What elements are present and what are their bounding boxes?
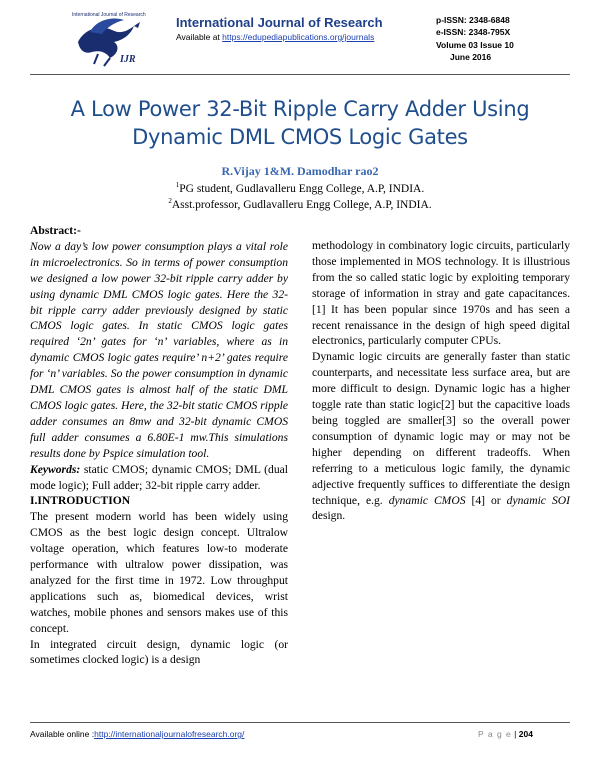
right-paragraph-2-start: Dynamic logic circuits are generally faster than static counterparts, and necessitate less surface area, but are more difficult to design. Dynamic logic has a higher toggle rate than static logic[2] but the capacitive loads being toggled are smaller[3] so the overall power consumption of dynamic logic may or may not be higher depending on different tradeoffs. When referring to a meticulous logic family, the dynamic adjective frequently suffices to differentiate the design technique, e.g. [312, 350, 570, 507]
dynamic-soi-term: dynamic SOI [506, 493, 570, 507]
introduction-paragraph-1: The present modern world has been widely using CMOS as the best logic design concept. Ultralow voltage operation, which features low-to moderate performance with ultralow power dissipation, was analyzed for the first time in 1972. Low throughput applications such as, biomedical devices, wrist watches, mobile phones and sensors makes use of this concept. [30, 510, 288, 635]
dynamic-cmos-term: dynamic CMOS [388, 493, 466, 507]
affiliation-1-text: PG student, Gudlavalleru Engg College, A.P, INDIA. [179, 182, 425, 195]
affiliation-2-text: Asst.professor, Gudlavalleru Engg College, A.P, INDIA. [171, 198, 432, 211]
abstract-heading: Abstract:- [30, 224, 81, 237]
left-column [30, 223, 288, 668]
journal-title: International Journal of Research [176, 15, 383, 30]
right-paragraph-2-end: design. [312, 509, 346, 523]
right-paragraph-2 [312, 349, 570, 524]
logo-text: IJR [120, 54, 136, 65]
logo-caption: International Journal of Research [72, 12, 146, 18]
right-paragraph-2-mid: [4] or [465, 493, 507, 507]
header-journal-link[interactable]: https://edupediapublications.org/journals [222, 32, 375, 42]
introduction-paragraph-2: In integrated circuit design, dynamic logic (or sometimes clocked logic) is a design [30, 637, 288, 667]
p-issn: p-ISSN: 2348-6848 [436, 15, 510, 25]
paper-title [30, 95, 570, 151]
e-issn: e-ISSN: 2348-795X [436, 27, 511, 38]
paper-title-line-1: A Low Power 32-Bit Ripple Carry Adder Using [70, 97, 530, 121]
footer-availability-label: Available online : [30, 729, 95, 739]
page-label: P a g e [478, 729, 512, 739]
header-availability-label: Available at [176, 32, 223, 42]
affiliation-1-marker: 1 [175, 181, 180, 189]
paper-title-line-2: Dynamic DML CMOS Logic Gates [132, 125, 468, 149]
volume-issue: Volume 03 Issue 10 [436, 39, 514, 50]
right-column [312, 238, 570, 524]
issn-block [436, 14, 514, 64]
abstract-body: Now a day’s low power consumption plays a vital role in microelectronics. So in terms of power consumption we designed a low power 32-bit ripple carry adder by using dynamic DML CMOS logic gates. Here the 32-bit ripple carry adder previously designed by static CMOS logic gates. In static CMOS logic gates required ‘2n’ gates for ‘n’ variables, where as in dynamic CMOS logic gates require’ n+2’ gates require for ‘n’ variables. So the power consumption in dynamic DML CMOS gates is almost half of the static DML CMOS logic gates. Here, the 32-bit static CMOS ripple adder consumes an 8mw and 32-bit dynamic CMOS full adder consumes a 6.80E-1 mw.This simulations results done by Pspice simulation tool. [30, 239, 288, 460]
issue-date: June 2016 [450, 52, 492, 63]
page-number-block [478, 729, 533, 739]
journal-logo [60, 12, 170, 70]
footer-divider [30, 722, 570, 723]
pegasus-logo-icon [60, 12, 170, 70]
affiliation-1 [30, 181, 570, 195]
footer-availability [30, 729, 244, 739]
affiliation-2 [30, 197, 570, 211]
footer-journal-link[interactable]: http://internationaljournalofresearch.org/ [94, 729, 245, 739]
keywords-label: Keywords: [30, 462, 81, 476]
page-number: 204 [518, 729, 533, 739]
paper-authors: R.Vijay 1&M. Damodhar rao2 [221, 164, 379, 178]
header-divider [30, 74, 570, 75]
affiliation-2-marker: 2 [168, 197, 172, 205]
keywords [30, 462, 288, 494]
page-separator: | [511, 729, 519, 739]
keywords-text: static CMOS; dynamic CMOS; DML (dual mode logic); Full adder; 32-bit ripple carry adder. [30, 462, 288, 492]
header-availability [176, 32, 374, 42]
introduction-heading: I.INTRODUCTION [30, 494, 131, 508]
right-paragraph-1: methodology in combinatory logic circuits, particularly those implemented in MOS technology. It is illustrious from the so called static logic by exploiting temporary storage of information in stray and gate capacitances. [1] It has been popular since 1970s and has seen a recent renaissance in the design of high speed digital electronics, particularly computer CPUs. [312, 239, 570, 348]
